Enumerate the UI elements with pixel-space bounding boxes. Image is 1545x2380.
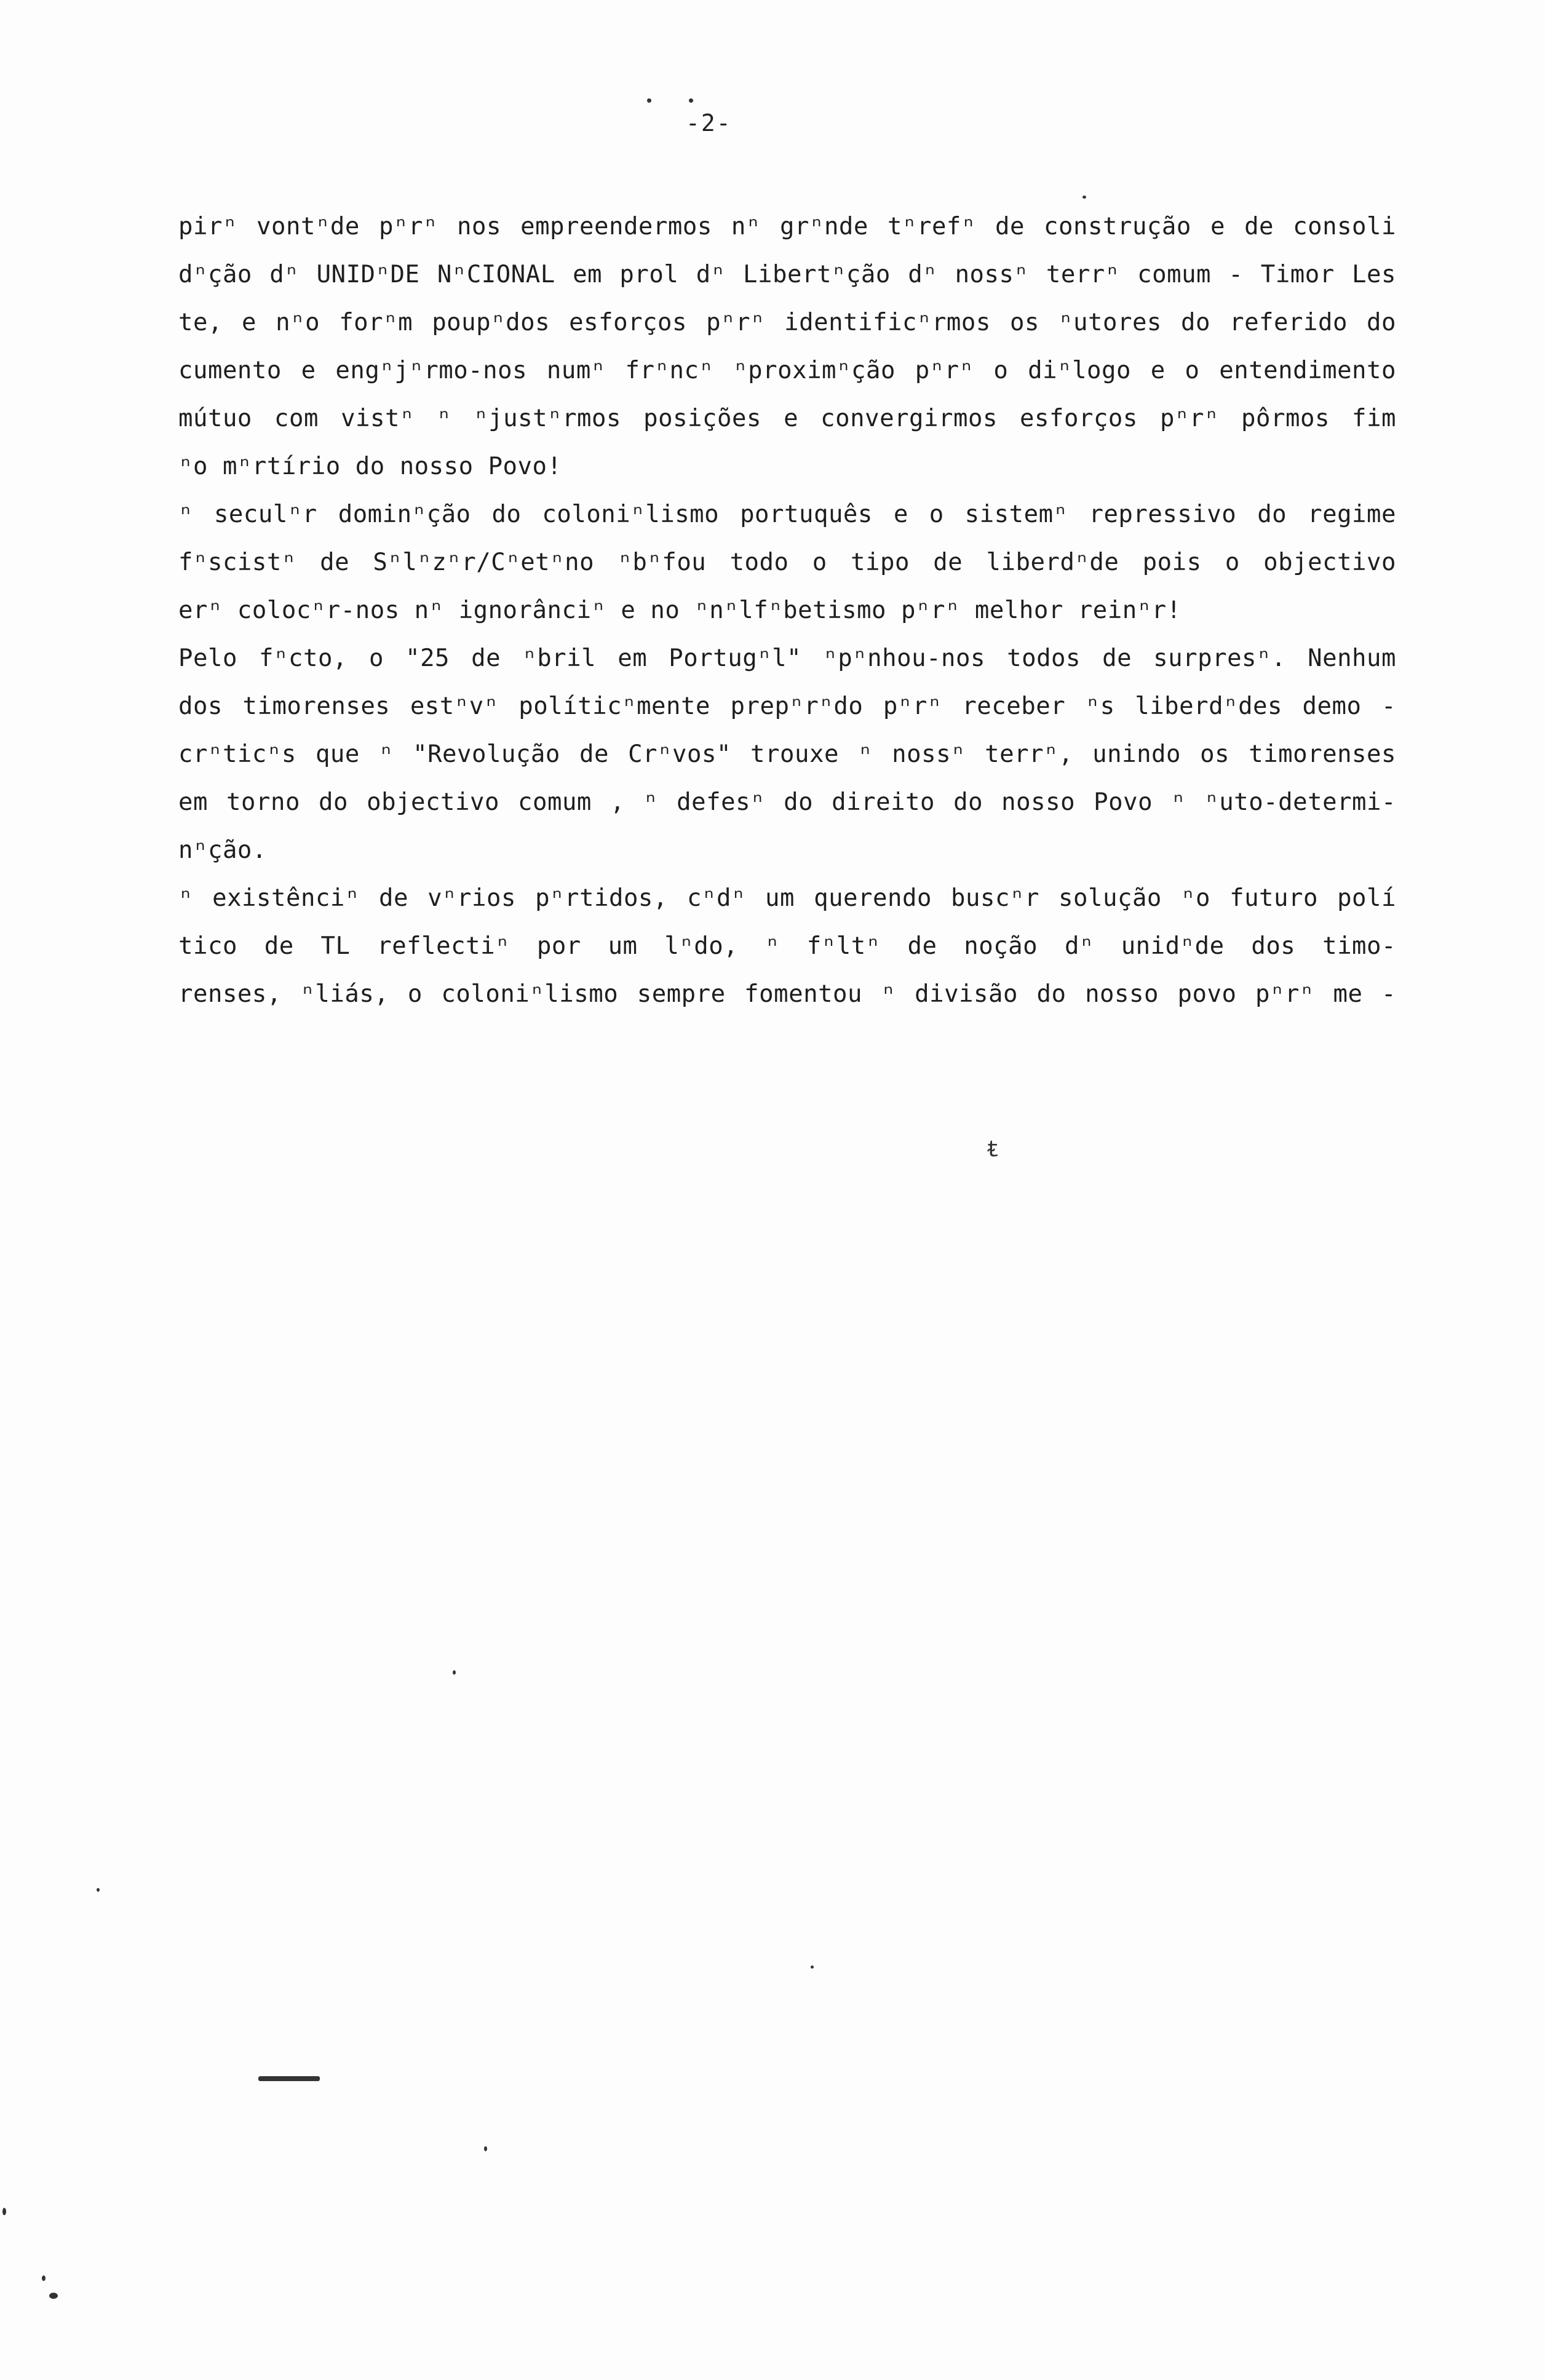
text-line: fⁿscistⁿ de Sⁿlⁿzⁿr/Cⁿetⁿno ⁿbⁿfou todo o tipo de liberdⁿde pois o objectivo [178,549,1396,576]
scan-speck [97,1888,100,1892]
text-line: te, e nⁿo forⁿm poupⁿdos esforços pⁿrⁿ identificⁿrmos os ⁿutores do referido do [178,309,1396,336]
scan-speck [1082,196,1086,199]
scan-speck [2,2208,6,2215]
text-line: tico de TL reflectiⁿ por um lⁿdo, ⁿ fⁿltⁿ de noção dⁿ unidⁿde dos timo- [178,932,1396,960]
scan-speck [689,98,693,103]
text-line: renses, ⁿliás, o coloniⁿlismo sempre fomentou ⁿ divisão do nosso povo pⁿrⁿ me - [178,980,1396,1008]
text-line: crⁿticⁿs que ⁿ "Revolução de Crⁿvos" trouxe ⁿ nossⁿ terrⁿ, unindo os timorenses [178,740,1396,768]
text-line: mútuo com vistⁿ ⁿ ⁿjustⁿrmos posições e convergirmos esforços pⁿrⁿ pôrmos fim [178,405,1396,432]
short-rule [258,2076,320,2081]
stray-ink-mark: ᵵ [986,1135,1000,1162]
text-line: ⁿ existênciⁿ de vⁿrios pⁿrtidos, cⁿdⁿ um querendo buscⁿr solução ⁿo futuro polí [178,884,1396,912]
page-number: -2- [686,109,732,137]
text-line: ⁿ seculⁿr dominⁿção do coloniⁿlismo portuquês e o sistemⁿ repressivo do regime [178,501,1396,528]
text-line: em torno do objectivo comum , ⁿ defesⁿ do direito do nosso Povo ⁿ ⁿuto-determi- [178,788,1396,816]
body-text [178,203,1396,1018]
scan-speck [484,2146,487,2151]
scan-speck [42,2275,46,2281]
text-line: dos timorenses estⁿvⁿ políticⁿmente prepⁿrⁿdo pⁿrⁿ receber ⁿs liberdⁿdes demo - [178,692,1396,720]
scan-speck [49,2293,58,2299]
text-line: erⁿ colocⁿr-nos nⁿ ignorânciⁿ e no ⁿnⁿlfⁿbetismo pⁿrⁿ melhor reinⁿr! [178,597,1182,624]
scan-speck [811,1965,814,1969]
text-line: dⁿção dⁿ UNIDⁿDE NⁿCIONAL em prol dⁿ Libertⁿção dⁿ nossⁿ terrⁿ comum - Timor Les [178,261,1396,288]
text-line: ⁿo mⁿrtírio do nosso Povo! [178,453,562,480]
text-line: Pelo fⁿcto, o "25 de ⁿbril em Portugⁿl" ⁿpⁿnhou-nos todos de surpresⁿ. Nenhum [178,645,1396,672]
text-line: cumento e engⁿjⁿrmo-nos numⁿ frⁿncⁿ ⁿproximⁿção pⁿrⁿ o diⁿlogo e o entendimento [178,357,1396,384]
scan-speck [453,1670,456,1675]
scan-speck [647,98,651,103]
text-line: pirⁿ vontⁿde pⁿrⁿ nos empreendermos nⁿ grⁿnde tⁿrefⁿ de construção e de consoli [178,213,1396,240]
text-line: nⁿção. [178,836,267,864]
